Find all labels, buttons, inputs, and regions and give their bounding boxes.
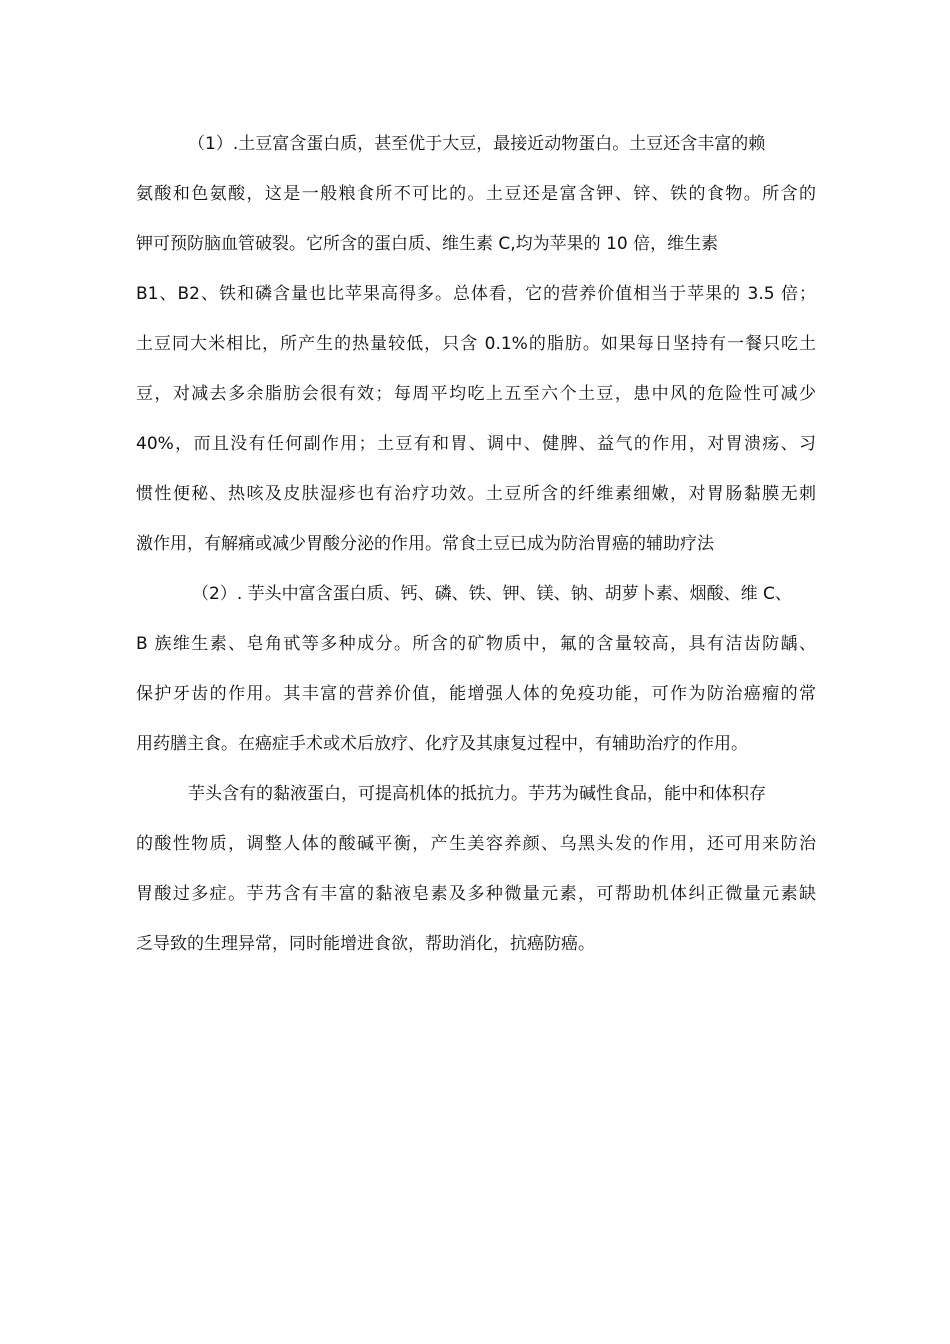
text-line: 惯性便秘、热咳及皮肤湿疹也有治疗功效。土豆所含的纤维素细嫩，对胃肠黏膜无刺 [136,484,816,504]
text-line: 乏导致的生理异常，同时能增进食欲，帮助消化，抗癌防癌。 [136,934,595,954]
text-line: 豆，对减去多余脂肪会很有效；每周平均吃上五至六个土豆，患中风的危险性可减少 [136,384,816,404]
text-line: 40%，而且没有任何副作用；土豆有和胃、调中、健脾、益气的作用，对胃溃疡、习 [136,434,816,454]
text-line: 的酸性物质，调整人体的酸碱平衡，产生美容养颜、乌黑头发的作用，还可用来防治 [136,834,816,854]
text-line: 激作用，有解痛或减少胃酸分泌的作用。常食土豆已成为防治胃癌的辅助疗法 [136,534,714,554]
text-line: 胃酸过多症。芋艿含有丰富的黏液皂素及多种微量元素，可帮助机体纠正微量元素缺 [136,884,816,904]
text-line: （2）. 芋头中富含蛋白质、钙、磷、铁、钾、镁、钠、胡萝卜素、烟酸、维 C、 [192,584,792,604]
text-line: 用药膳主食。在癌症手术或术后放疗、化疗及其康复过程中，有辅助治疗的作用。 [136,734,748,754]
text-line: B 族维生素、皂角甙等多种成分。所含的矿物质中，氟的含量较高，具有洁齿防龋、 [136,634,816,654]
text-line: 保护牙齿的作用。其丰富的营养价值，能增强人体的免疫功能，可作为防治癌瘤的常 [136,684,816,704]
text-line: 氨酸和色氨酸，这是一般粮食所不可比的。土豆还是富含钾、锌、铁的食物。所含的 [136,184,816,204]
text-line: 芋头含有的黏液蛋白，可提高机体的抵抗力。芋艿为碱性食品，能中和体积存 [188,784,766,804]
text-line: 钾可预防脑血管破裂。它所含的蛋白质、维生素 C,均为苹果的 10 倍，维生素 [136,234,719,254]
text-line: （1）.土豆富含蛋白质，甚至优于大豆，最接近动物蛋白。土豆还含丰富的赖 [188,134,766,154]
text-line: 土豆同大米相比，所产生的热量较低，只含 0.1%的脂肪。如果每日坚持有一餐只吃土 [136,334,816,354]
text-line: B1、B2、铁和磷含量也比苹果高得多。总体看，它的营养价值相当于苹果的 3.5 倍； [136,284,816,304]
